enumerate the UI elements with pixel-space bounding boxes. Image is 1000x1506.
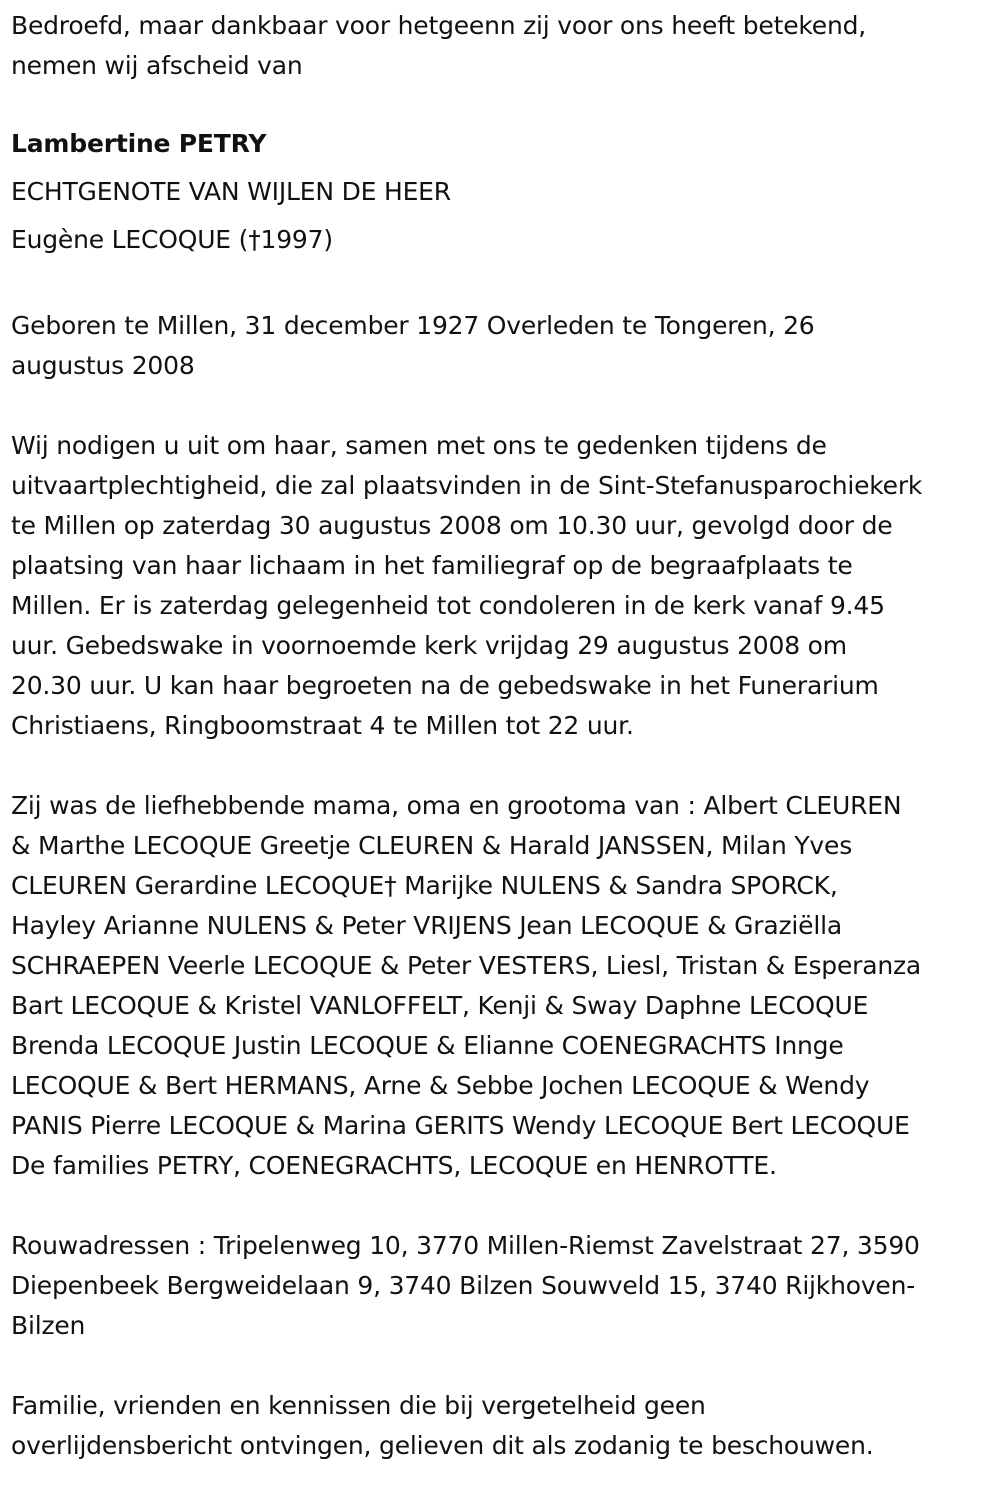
family-line: & Marthe LECOQUE Greetje CLEUREN & Harald JANSSEN, Milan Yves — [11, 831, 853, 860]
family-line: Brenda LECOQUE Justin LECOQUE & Elianne COENEGRACHTS Innge — [11, 1031, 844, 1060]
ceremony-line: uitvaartplechtigheid, die zal plaatsvinden in de Sint-Stefanusparochiekerk — [11, 471, 923, 500]
address-line: Diepenbeek Bergweidelaan 9, 3740 Bilzen Souwveld 15, 3740 Rijkhoven- — [11, 1271, 916, 1300]
ceremony-paragraph — [11, 426, 993, 746]
intro-line: Bedroefd, maar dankbaar voor hetgeenn zij voor ons heeft betekend, — [11, 11, 867, 40]
birth-death-paragraph — [11, 306, 993, 386]
ceremony-line: uur. Gebedswake in voornoemde kerk vrijdag 29 augustus 2008 om — [11, 631, 847, 660]
spouse-name: Eugène LECOQUE (†1997) — [11, 225, 333, 254]
intro-paragraph — [11, 6, 993, 86]
spouse-title: ECHTGENOTE VAN WIJLEN DE HEER — [11, 177, 451, 206]
ceremony-line: plaatsing van haar lichaam in het familiegraf op de begraafplaats te — [11, 551, 853, 580]
intro-line: nemen wij afscheid van — [11, 51, 303, 80]
deceased-name: Lambertine PETRY — [11, 129, 267, 158]
address-line: Rouwadressen : Tripelenweg 10, 3770 Millen-Riemst Zavelstraat 27, 3590 — [11, 1231, 920, 1260]
address-line: Bilzen — [11, 1311, 86, 1340]
closing-paragraph — [11, 1386, 993, 1466]
ceremony-line: Christiaens, Ringboomstraat 4 te Millen tot 22 uur. — [11, 711, 634, 740]
family-line: Bart LECOQUE & Kristel VANLOFFELT, Kenji & Sway Daphne LECOQUE — [11, 991, 869, 1020]
closing-line: overlijdensbericht ontvingen, gelieven dit als zodanig te beschouwen. — [11, 1431, 874, 1460]
family-line: SCHRAEPEN Veerle LECOQUE & Peter VESTERS, Liesl, Tristan & Esperanza — [11, 951, 922, 980]
addresses-paragraph — [11, 1226, 993, 1346]
ceremony-line: 20.30 uur. U kan haar begroeten na de gebedswake in het Funerarium — [11, 671, 879, 700]
ceremony-line: te Millen op zaterdag 30 augustus 2008 om 10.30 uur, gevolgd door de — [11, 511, 893, 540]
family-line: LECOQUE & Bert HERMANS, Arne & Sebbe Jochen LECOQUE & Wendy — [11, 1071, 870, 1100]
deceased-block — [11, 120, 993, 264]
family-line: Hayley Arianne NULENS & Peter VRIJENS Jean LECOQUE & Graziëlla — [11, 911, 842, 940]
closing-line: Familie, vrienden en kennissen die bij vergetelheid geen — [11, 1391, 706, 1420]
family-line: CLEUREN Gerardine LECOQUE† Marijke NULENS & Sandra SPORCK, — [11, 871, 838, 900]
obituary-text — [11, 0, 993, 1506]
family-line: De families PETRY, COENEGRACHTS, LECOQUE en HENROTTE. — [11, 1151, 777, 1180]
family-line: Zij was de liefhebbende mama, oma en grootoma van : Albert CLEUREN — [11, 791, 902, 820]
birth-death-line: augustus 2008 — [11, 351, 195, 380]
family-paragraph — [11, 786, 993, 1186]
ceremony-line: Millen. Er is zaterdag gelegenheid tot condoleren in de kerk vanaf 9.45 — [11, 591, 885, 620]
birth-death-line: Geboren te Millen, 31 december 1927 Overleden te Tongeren, 26 — [11, 311, 815, 340]
family-line: PANIS Pierre LECOQUE & Marina GERITS Wendy LECOQUE Bert LECOQUE — [11, 1111, 910, 1140]
ceremony-line: Wij nodigen u uit om haar, samen met ons te gedenken tijdens de — [11, 431, 827, 460]
